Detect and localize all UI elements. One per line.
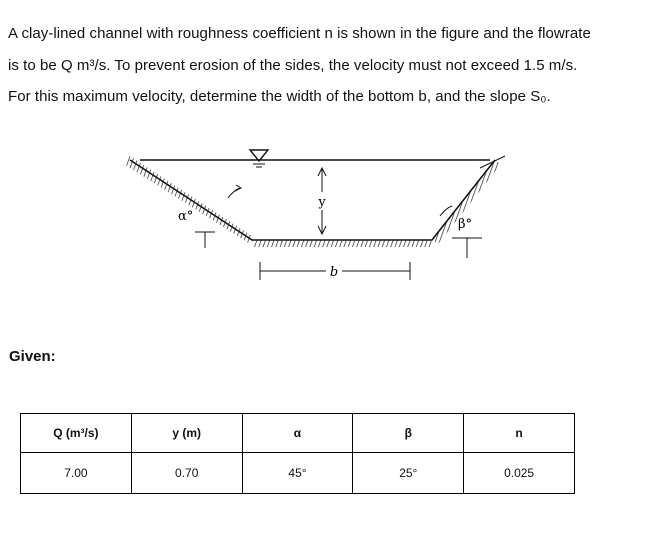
problem-statement xyxy=(8,18,648,113)
value-y: 0.70 xyxy=(131,453,242,494)
value-q: 7.00 xyxy=(21,453,132,494)
given-label: Given: xyxy=(9,348,56,365)
header-n: n xyxy=(464,414,575,453)
given-table-value-row xyxy=(21,453,575,494)
given-table xyxy=(20,413,575,494)
header-alpha: α xyxy=(242,414,353,453)
channel-figure xyxy=(110,140,530,290)
problem-line-3: For this maximum velocity, determine the width of the bottom b, and the slope S₀. xyxy=(8,88,551,105)
value-beta: 25° xyxy=(353,453,464,494)
alpha-label: α° xyxy=(178,209,194,224)
header-q: Q (m³/s) xyxy=(21,414,132,453)
beta-label: β° xyxy=(458,217,473,232)
problem-line-1: A clay-lined channel with roughness coefficient n is shown in the figure and the flowrate xyxy=(8,25,591,42)
header-y: y (m) xyxy=(131,414,242,453)
bottom-width-label: b xyxy=(329,265,339,280)
header-beta: β xyxy=(353,414,464,453)
value-n: 0.025 xyxy=(464,453,575,494)
depth-label: y xyxy=(318,195,326,210)
problem-line-2: is to be Q m³/s. To prevent erosion of the sides, the velocity must not exceed 1.5 m/s. xyxy=(8,56,578,74)
beta-angle-arc xyxy=(440,206,452,216)
left-bank-hatching xyxy=(124,156,252,244)
value-alpha: 45° xyxy=(242,453,353,494)
given-table-header-row xyxy=(21,414,575,453)
bottom-hatching xyxy=(252,240,432,247)
